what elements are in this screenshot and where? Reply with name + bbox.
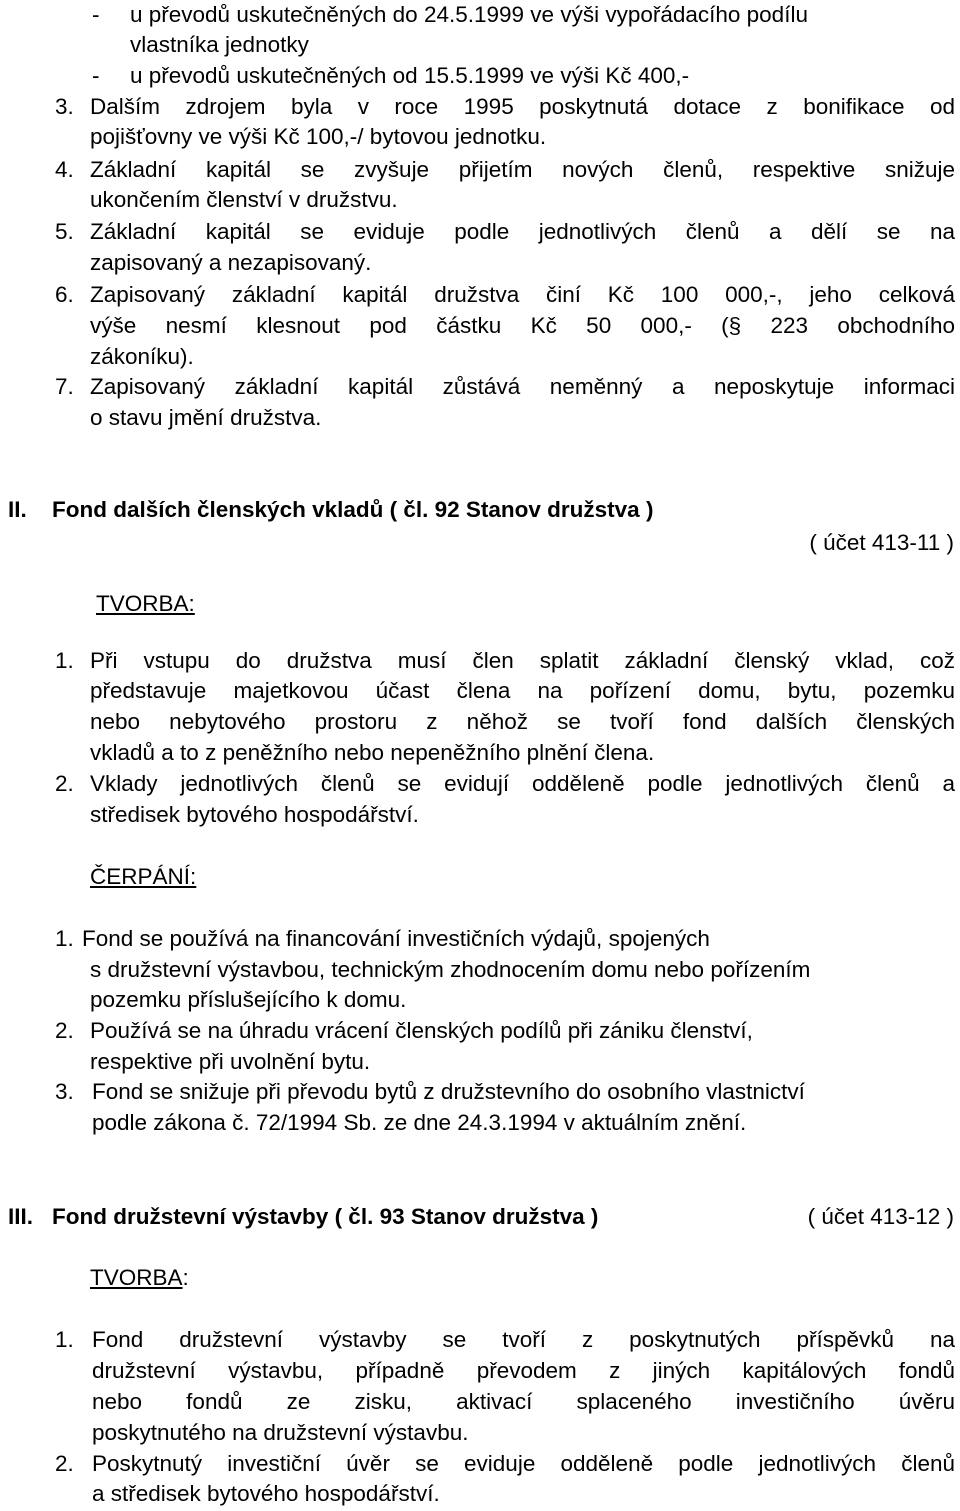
list-item-text: vlastníka jednotky — [130, 32, 309, 57]
subheading-tvorba-label: TVORBA — [90, 1265, 183, 1290]
list-item-text: pozemku příslušejícího k domu. — [90, 987, 407, 1012]
section-number: II. — [8, 497, 27, 522]
list-number: 6. — [55, 282, 74, 307]
account-number: ( účet 413-11 ) — [809, 530, 954, 555]
list-item-text: u převodů uskutečněných do 24.5.1999 ve výši vypořádacího podílu — [130, 2, 808, 27]
list-number: 1. — [55, 648, 74, 673]
list-item-text: vkladů a to z peněžního nebo nepeněžního plnění člena. — [90, 740, 655, 765]
list-item-text: pojišťovny ve výši Kč 100,-/ bytovou jednotku. — [90, 124, 547, 149]
list-item-text: Základní kapitál se eviduje podle jednotlivých členů a dělí se na — [90, 219, 955, 244]
list-number: 3. — [55, 94, 74, 119]
list-item-text: družstevní výstavbu, případně převodem z jiných kapitálových fondů — [92, 1358, 955, 1383]
list-item-text: Poskytnutý investiční úvěr se eviduje odděleně podle jednotlivých členů — [92, 1451, 955, 1476]
list-item-text: Zapisovaný základní kapitál zůstává neměnný a neposkytuje informaci — [90, 374, 955, 399]
section-heading: Fond dalších členských vkladů ( čl. 92 Stanov družstva ) — [52, 497, 654, 522]
list-item-text: nebo fondů ze zisku, aktivací splaceného investičního úvěru — [92, 1389, 955, 1414]
list-item-text: středisek bytového hospodářství. — [90, 802, 419, 827]
list-number: 2. — [55, 771, 74, 796]
list-item-text: nebo nebytového prostoru z něhož se tvoří fond dalších členských — [90, 709, 955, 734]
list-number: 7. — [55, 374, 74, 399]
list-item-text: podle zákona č. 72/1994 Sb. ze dne 24.3.1994 v aktuálním znění. — [92, 1110, 747, 1135]
list-number: 1. — [55, 1327, 74, 1352]
list-item-text: u převodů uskutečněných od 15.5.1999 ve výši Kč 400,- — [130, 63, 690, 88]
list-number: 5. — [55, 219, 74, 244]
subheading-colon: : — [182, 1265, 189, 1290]
list-item-text: zákoníku). — [90, 344, 194, 369]
list-item-text: ukončením členství v družstvu. — [90, 187, 398, 212]
dash-bullet: - — [92, 63, 100, 88]
list-item-text: o stavu jmění družstva. — [90, 405, 322, 430]
list-number: 2. — [55, 1451, 74, 1476]
list-number: 2. — [55, 1018, 74, 1043]
list-number: 3. — [55, 1079, 74, 1104]
list-item-text: poskytnutého na družstevní výstavbu. — [92, 1420, 469, 1445]
dash-bullet: - — [92, 2, 100, 27]
list-item-text: a středisek bytového hospodářství. — [92, 1481, 440, 1506]
subheading-tvorba: TVORBA: — [96, 591, 195, 616]
list-item-text: Při vstupu do družstva musí člen splatit základní členský vklad, což — [90, 648, 955, 673]
list-item-text: Fond družstevní výstavby se tvoří z poskytnutých příspěvků na — [92, 1327, 955, 1352]
list-number: 4. — [55, 157, 74, 182]
list-item-text: Fond se používá na financování investičních výdajů, spojených — [82, 926, 710, 951]
list-item-text: výše nesmí klesnout pod částku Kč 50 000,- (§ 223 obchodního — [90, 313, 955, 338]
list-number: 1. — [55, 926, 74, 951]
list-item-text: Dalším zdrojem byla v roce 1995 poskytnutá dotace z bonifikace od — [90, 94, 955, 119]
subheading-tvorba — [90, 1263, 189, 1293]
list-item-text: Fond se snižuje při převodu bytů z družstevního do osobního vlastnictví — [92, 1079, 805, 1104]
list-item-text: Zapisovaný základní kapitál družstva činí Kč 100 000,-, jeho celková — [90, 282, 955, 307]
section-heading: Fond družstevní výstavby ( čl. 93 Stanov družstva ) — [52, 1204, 599, 1229]
list-item-text: Vklady jednotlivých členů se evidují odděleně podle jednotlivých členů a — [90, 771, 955, 796]
list-item-text: představuje majetkovou účast člena na pořízení domu, bytu, pozemku — [90, 678, 955, 703]
account-number: ( účet 413-12 ) — [807, 1204, 954, 1229]
list-item-text: respektive při uvolnění bytu. — [90, 1049, 371, 1074]
list-item-text: s družstevní výstavbou, technickým zhodnocením domu nebo pořízením — [90, 957, 811, 982]
list-item-text: zapisovaný a nezapisovaný. — [90, 250, 372, 275]
list-item-text: Používá se na úhradu vrácení členských podílů při zániku členství, — [90, 1018, 753, 1043]
subheading-cerpani: ČERPÁNÍ: — [90, 864, 197, 889]
section-number: III. — [8, 1204, 34, 1229]
list-item-text: Základní kapitál se zvyšuje přijetím nových členů, respektive snižuje — [90, 157, 955, 182]
